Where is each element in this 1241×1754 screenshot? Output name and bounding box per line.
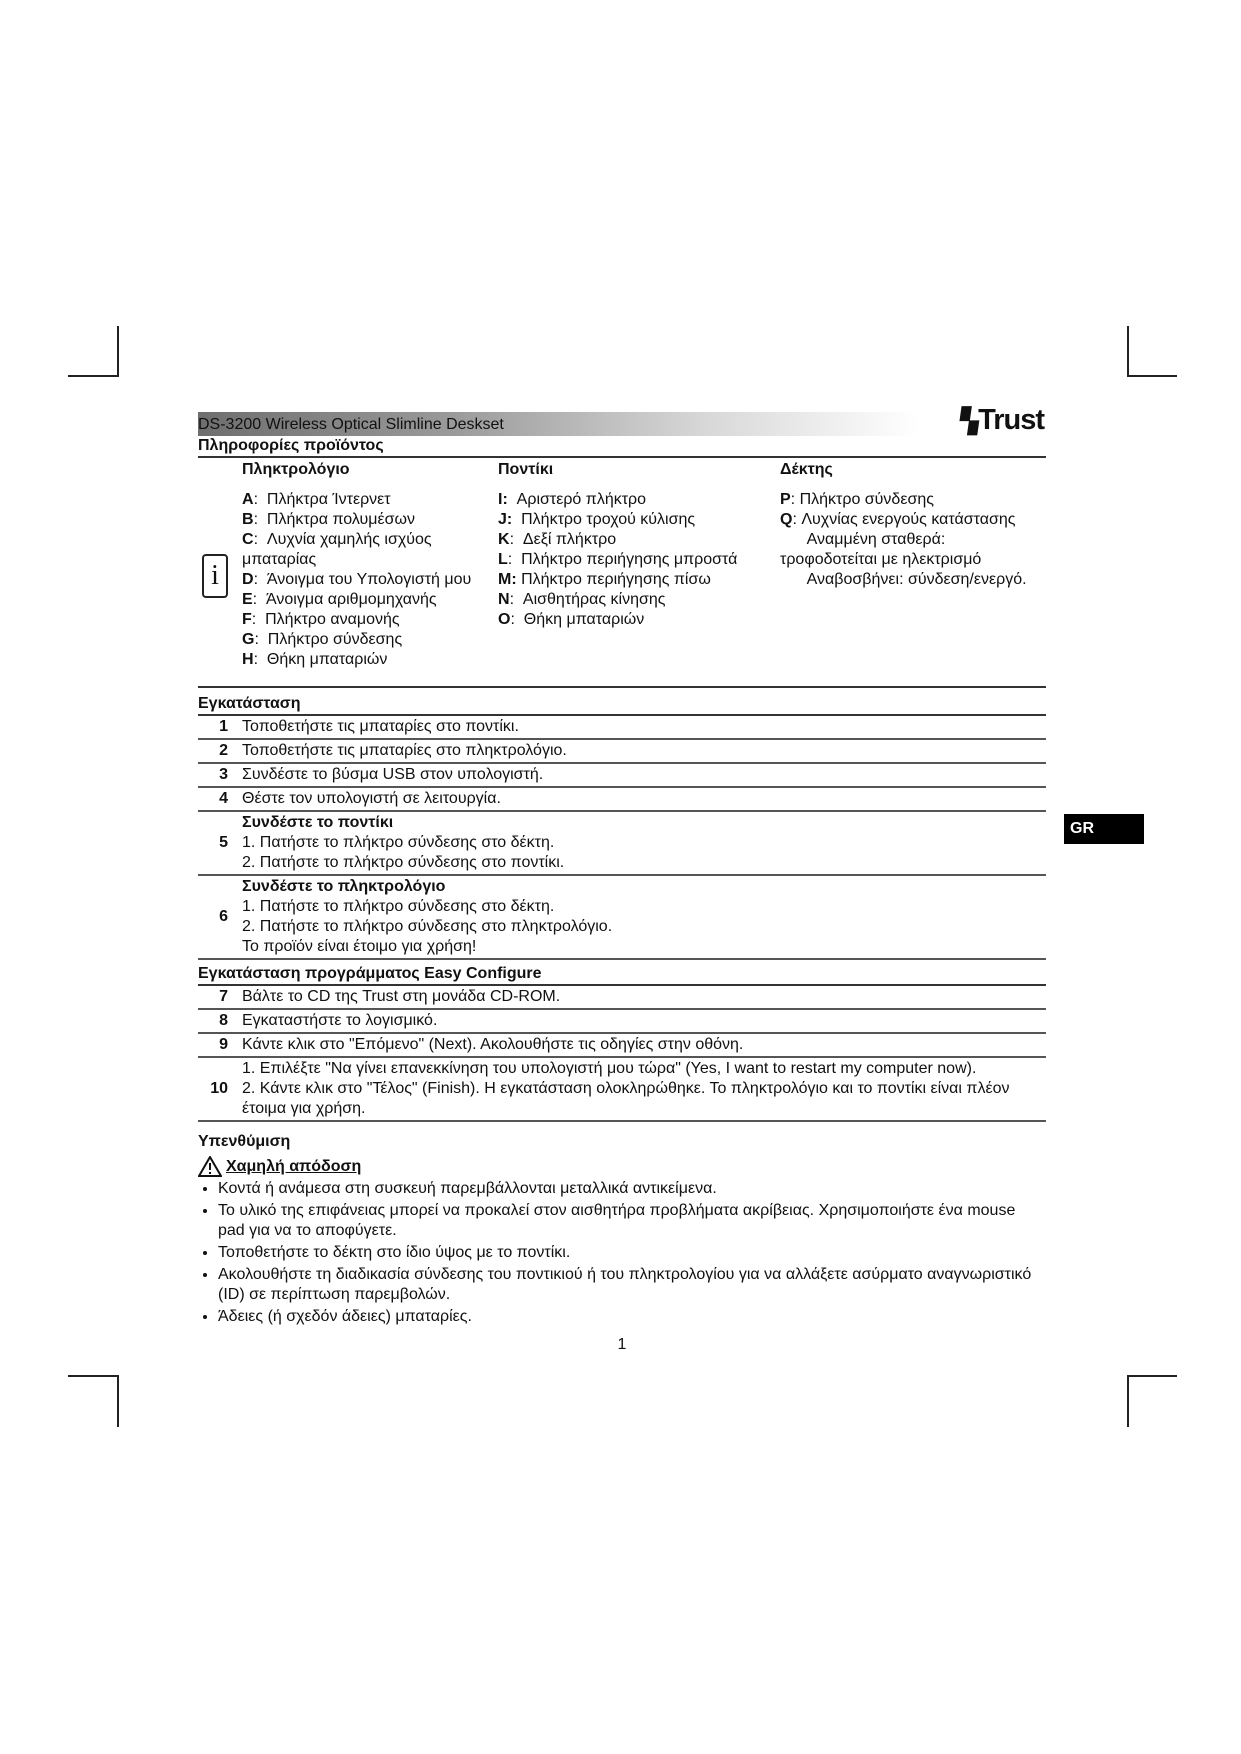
part-label	[498, 590, 780, 610]
crop-mark-top-right-h	[1127, 375, 1177, 377]
part-text: Πλήκτρο περιήγησης πίσω	[516, 571, 711, 588]
step-subtitle: Συνδέστε το ποντίκι	[242, 814, 394, 831]
part-key: Q	[780, 511, 793, 528]
step-line: Θέστε τον υπολογιστή σε λειτουργία.	[242, 790, 501, 807]
part-text: Θήκη μπαταριών	[258, 651, 388, 668]
step-number: 7	[219, 988, 228, 1005]
tip-item: • Το υλικό της επιφάνειας μπορεί να προκαλεί στον αισθητήρα προβλήματα ακρίβειας. Χρησιμοποιήστε ένα mouse pad για να το αποφύγετε.	[218, 1201, 1046, 1241]
part-label	[242, 510, 498, 530]
software-steps	[198, 986, 1046, 1122]
part-key: F	[242, 611, 252, 628]
tip-item: • Άδειες (ή σχεδόν άδειες) μπαταρίες.	[218, 1307, 1046, 1327]
part-label	[780, 510, 1046, 530]
step-line: 2. Πατήστε το πλήκτρο σύνδεσης στο ποντίκι.	[242, 854, 565, 871]
part-key: P	[780, 491, 791, 508]
part-text: Πλήκτρα Ίντερνετ	[258, 491, 391, 508]
part-text: Πλήκτρο τροχού κύλισης	[512, 511, 696, 528]
crop-mark-bottom-left-v	[117, 1375, 119, 1427]
page-number: 1	[617, 1336, 627, 1353]
step-line: Κάντε κλικ στο "Επόμενο" (Next). Ακολουθήστε τις οδηγίες στην οθόνη.	[242, 1036, 744, 1053]
part-separator: :	[507, 551, 513, 568]
reminder-title: Υπενθύμιση	[198, 1133, 291, 1150]
column-heading: Δέκτης	[780, 461, 833, 478]
crop-mark-bottom-right-h	[1127, 1375, 1177, 1377]
step-line: Το προϊόν είναι έτοιμο για χρήση!	[242, 938, 477, 955]
part-text: Αναβοσβήνει: σύνδεση/ενεργό.	[780, 571, 1027, 588]
step-row	[198, 986, 1046, 1010]
step-text	[242, 1034, 1046, 1056]
crop-mark-top-right-v	[1127, 326, 1129, 376]
tip-item: • Κοντά ή ανάμεσα στη συσκευή παρεμβάλλονται μεταλλικά αντικείμενα.	[218, 1179, 1046, 1199]
language-tab: GR	[1064, 814, 1144, 844]
part-text: Δεξί πλήκτρο	[514, 531, 617, 548]
step-text	[242, 764, 1046, 786]
column-items	[498, 484, 780, 630]
part-key: H	[242, 651, 254, 668]
step-number: 10	[210, 1080, 228, 1097]
crop-mark-bottom-left-h	[68, 1375, 119, 1377]
step-line: Βάλτε το CD της Trust στη μονάδα CD-ROM.	[242, 988, 561, 1005]
product-title: DS-3200 Wireless Optical Slimline Deskset	[198, 416, 504, 433]
part-text: Αισθητήρας κίνησης	[514, 591, 666, 608]
column-items	[780, 484, 1046, 590]
manual-page	[198, 404, 1046, 1355]
step-line: Τοποθετήστε τις μπαταρίες στο πληκτρολόγιο.	[242, 742, 567, 759]
product-info-title: Πληροφορίες προϊόντος	[198, 436, 1046, 458]
part-label	[242, 570, 498, 590]
warning-title: Χαμηλή απόδοση	[226, 1157, 362, 1175]
part-label	[498, 490, 780, 510]
step-text	[242, 1058, 1046, 1120]
part-key: G	[242, 631, 255, 648]
step-row	[198, 764, 1046, 788]
part-label	[780, 490, 1046, 510]
header-bar	[198, 404, 1046, 436]
part-text: Πλήκτρα πολυμέσων	[258, 511, 415, 528]
part-separator: :	[792, 511, 797, 528]
part-key: K	[498, 531, 510, 548]
step-line: 2. Κάντε κλικ στο "Τέλος" (Finish). Η εγκατάσταση ολοκληρώθηκε. Το πληκτρολόγιο και το ποντίκι είναι πλέον έτοιμα για χρήση.	[242, 1080, 1010, 1117]
part-separator: :	[790, 491, 796, 508]
step-number: 9	[219, 1036, 228, 1053]
part-label	[242, 630, 498, 650]
column-items	[242, 484, 498, 670]
part-text: Πλήκτρο περιήγησης μπροστά	[512, 551, 738, 568]
step-number: 8	[219, 1012, 228, 1029]
part-key: B	[242, 511, 254, 528]
part-label	[242, 530, 498, 570]
part-separator: :	[509, 531, 515, 548]
part-key: N	[498, 591, 510, 608]
part-label	[498, 530, 780, 550]
crop-mark-top-left-h	[68, 375, 119, 377]
part-label	[242, 490, 498, 510]
step-row	[198, 1058, 1046, 1122]
warning-icon	[198, 1156, 222, 1177]
part-label	[780, 530, 1046, 570]
software-title: Εγκατάσταση προγράμματος Easy Configure	[198, 960, 1046, 986]
step-line: Τοποθετήστε τις μπαταρίες στο ποντίκι.	[242, 718, 519, 735]
part-separator: :	[253, 511, 259, 528]
part-separator: :	[253, 491, 259, 508]
installation-steps	[198, 716, 1046, 960]
keyboard-column	[198, 458, 498, 686]
part-text: Θήκη μπαταριών	[514, 611, 645, 628]
part-key: A	[242, 491, 254, 508]
part-key: D	[242, 571, 254, 588]
part-key: L	[498, 551, 508, 568]
column-heading: Πληκτρολόγιο	[242, 461, 350, 478]
step-number: 2	[219, 742, 228, 759]
warning-heading	[198, 1156, 1046, 1177]
part-key: E	[242, 591, 253, 608]
part-key: C	[242, 531, 254, 548]
part-text: Πλήκτρο σύνδεσης	[795, 491, 934, 508]
part-label	[498, 550, 780, 570]
crop-mark-bottom-right-v	[1127, 1375, 1129, 1427]
trust-logo: ▚Trust	[957, 404, 1044, 436]
part-key: I:	[498, 491, 508, 508]
step-subtitle: Συνδέστε το πληκτρολόγιο	[242, 878, 446, 895]
part-label	[242, 610, 498, 630]
part-text: Αριστερό πλήκτρο	[507, 491, 647, 508]
part-text: Λυχνία χαμηλής ισχύος μπαταρίας	[242, 531, 437, 568]
step-line: 1. Πατήστε το πλήκτρο σύνδεσης στο δέκτη.	[242, 898, 555, 915]
step-number: 5	[219, 834, 228, 851]
step-number: 6	[219, 908, 228, 925]
part-text: Πλήκτρο αναμονής	[256, 611, 400, 628]
step-row	[198, 876, 1046, 960]
step-line: Συνδέστε το βύσμα USB στον υπολογιστή.	[242, 766, 544, 783]
part-label	[242, 650, 498, 670]
step-text	[242, 876, 1046, 958]
tip-item: • Τοποθετήστε το δέκτη στο ίδιο ύψος με το ποντίκι.	[218, 1243, 1046, 1263]
step-text	[242, 812, 1046, 874]
step-number: 4	[219, 790, 228, 807]
step-line: 1. Πατήστε το πλήκτρο σύνδεσης στο δέκτη.	[242, 834, 555, 851]
part-separator: :	[509, 591, 515, 608]
part-separator: :	[253, 651, 259, 668]
step-text	[242, 740, 1046, 762]
step-row	[198, 740, 1046, 764]
column-heading: Ποντίκι	[498, 461, 554, 478]
product-info-columns	[198, 458, 1046, 688]
step-text	[242, 716, 1046, 738]
tip-item: • Ακολουθήστε τη διαδικασία σύνδεσης του ποντικιού ή του πληκτρολογίου για να αλλάξετε ασύρματο αναγνωριστικό (ID) σε περίπτωση παρεμβολών.	[218, 1265, 1046, 1305]
receiver-column	[780, 458, 1046, 686]
step-line: Εγκαταστήστε το λογισμικό.	[242, 1012, 438, 1029]
mouse-column	[498, 458, 780, 686]
step-text	[242, 986, 1046, 1008]
part-label	[242, 590, 498, 610]
part-separator: :	[254, 631, 259, 648]
crop-mark-top-left-v	[117, 326, 119, 376]
step-number: 1	[219, 718, 228, 735]
part-text: Λυχνίας ενεργούς κατάστασης	[796, 511, 1016, 528]
installation-title: Εγκατάσταση	[198, 688, 1046, 716]
part-key: J:	[498, 511, 513, 528]
step-line: 1. Επιλέξτε "Να γίνει επανεκκίνηση του υπολογιστή μου τώρα" (Yes, I want to restart my computer now).	[242, 1060, 977, 1077]
part-label	[780, 570, 1046, 590]
part-text: Άνοιγμα αριθμομηχανής	[257, 591, 437, 608]
step-text	[242, 788, 1046, 810]
step-row	[198, 788, 1046, 812]
part-separator: :	[251, 611, 257, 628]
step-row	[198, 812, 1046, 876]
part-key: O	[498, 611, 511, 628]
part-label	[498, 510, 780, 530]
info-icon: i	[202, 554, 228, 598]
part-separator: :	[252, 591, 258, 608]
step-text	[242, 1010, 1046, 1032]
tips-list	[198, 1179, 1046, 1327]
part-text: Πλήκτρο σύνδεσης	[258, 631, 403, 648]
step-line: 2. Πατήστε το πλήκτρο σύνδεσης στο πληκτρολόγιο.	[242, 918, 613, 935]
step-row	[198, 1034, 1046, 1058]
part-label	[498, 610, 780, 630]
part-separator: :	[253, 571, 259, 588]
step-row	[198, 1010, 1046, 1034]
part-separator: :	[253, 531, 259, 548]
part-label	[498, 570, 780, 590]
part-text: Άνοιγμα του Υπολογιστή μου	[258, 571, 472, 588]
step-row	[198, 716, 1046, 740]
trust-logo-mark-icon: ▚	[957, 408, 980, 435]
part-text: Αναμμένη σταθερά: τροφοδοτείται με ηλεκτρισμό	[780, 531, 982, 568]
step-number: 3	[219, 766, 228, 783]
part-key: M:	[498, 571, 517, 588]
part-separator: :	[510, 611, 515, 628]
